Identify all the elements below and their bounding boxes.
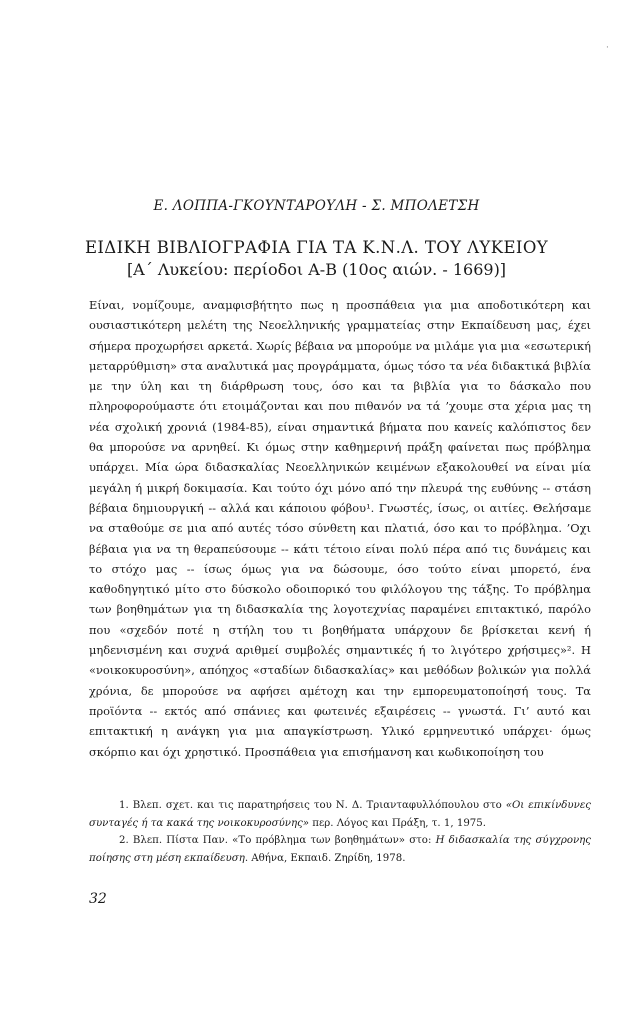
footnote-1-text: 1. Βλεπ. σχετ. και τις παρατηρήσεις του Ν. Δ. Τριανταφυλλόπουλου στο — [119, 800, 506, 811]
footnote-1-end: περ. Λόγος και Πράξη, τ. 1, 1975. — [309, 817, 487, 829]
footnote-2 — [89, 832, 591, 867]
page-number: 32 — [89, 891, 107, 907]
article-title: ΕΙΔΙΚΗ ΒΙΒΛΙΟΓΡΑΦΙΑ ΓΙΑ ΤΑ Κ.Ν.Λ. ΤΟΥ ΛΥΚΕΙΟΥ — [84, 238, 549, 257]
footnote-2-text: 2. Βλεπ. Πίστα Παν. «Το πρόβλημα των βοηθημάτων» στο: — [119, 835, 436, 846]
body-paragraph: Είναι, νομίζουμε, αναμφισβήτητο πως η προσπάθεια για μια αποδοτικότερη και ουσιαστικότερη μελέτη της Νεοελληνικής γραμματείας στην Εκπαίδευση μας, έχει σήμερα προχωρήσει αρκετά. Χωρίς βέβαια να μπορούμε να μιλάμε για μια «εσωτερική μεταρρύθμιση» στα αναλυτικά μας προγράμματα, όμως τόσο τα νέα διδακτικά βιβλία με την ύλη και τη διάρθρωση τους, όσο και τα βιβλία για το δάσκαλο που πληροφορούμαστε ότι ετοιμάζονται και που πιθανόν να τά ’χουμε στα χέρια μας τη νέα σχολική χρονιά (1984-85), είναι σημαντικά βήματα που κανείς καλόπιστος δεν θα μπορούσε να αρνηθεί. Κι όμως στην καθημερινή πράξη φαίνεται πως πρόβλημα υπάρχει. Μία ώρα διδασκαλίας Νεοελληνικών κειμένων εξακολουθεί να είναι μία μεγάλη ή μικρή δοκιμασία. Και τούτο όχι μόνο από την πλευρά της ευθύνης -- στάση βέβαια δημιουργική -- αλλά και κάποιου φόβου¹. Γνωστές, ίσως, οι αιτίες. Θελήσαμε να σταθούμε σε μια από αυτές τόσο σύνθετη και πλατιά, όσο και το πρόβλημα. ’Οχι βέβαια για να τη θεραπεύσουμε -- κάτι τέτοιο είναι πολύ πέρα από τις δυνάμεις και το στόχο μας -- ίσως όμως για να δώσουμε, όσο τούτο είναι μπορετό, ένα καθοδηγητικό μίτο στο δύσκολο οδοιπορικό του φιλόλογου της τάξης. Το πρόβλημα των βοηθημάτων για τη διδασκαλία της λογοτεχνίας παραμένει επιτακτικό, παρόλο που «σχεδόν ποτέ η στήλη του τι βοηθήματα υπάρχουν δε βρίσκεται κενή ή μηδενισμένη και συχνά αριθμεί συμβολές σημαντικές ή το λιγότερο χρήσιμες»². Η «νοικοκυροσύνη», απόηχος «σταδίων διδασκαλίας» και μεθόδων βολικών για πολλά χρόνια, δε μπορούσε να αφήσει αμέτοχη και την εμπορευματοποίησή τους. Τα προϊόντα -- εκτός από σπάνιες και φωτεινές εξαιρέσεις -- γνωστά. Γι’ αυτό και επιτακτική η ανάγκη για μια απαγκίστρωση. Υλικό ερμηνευτικό υπάρχει· όμως σκόρπιο και όχι χρηστικό. Προσπάθεια για επισήμανση και κωδικοποίηση του — [89, 298, 591, 759]
footnote-2-italic: Η διδασκαλία της σύγχρονης ποίησης στη μέση εκπαίδευση — [89, 835, 591, 864]
article-subtitle: [Α΄ Λυκείου: περίοδοι Α-Β (10ος αιών. - 1669)] — [126, 260, 507, 279]
footnote-1-italic: «Οι επικίνδυνες συνταγές ή τα κακά της νοικοκυροσύνης» — [89, 800, 591, 829]
scan-margin-mark: · — [606, 43, 609, 53]
footnote-1 — [89, 797, 591, 832]
authors-line: Ε. ΛΟΠΠΑ-ΓΚΟΥΝΤΑΡΟΥΛΗ - Σ. ΜΠΟΛΕΤΣΗ — [153, 198, 480, 214]
footnote-2-end: . Αθήνα, Εκπαιδ. Ζηρίδη, 1978. — [244, 852, 406, 864]
footnotes — [89, 797, 591, 867]
main-text — [89, 295, 591, 762]
